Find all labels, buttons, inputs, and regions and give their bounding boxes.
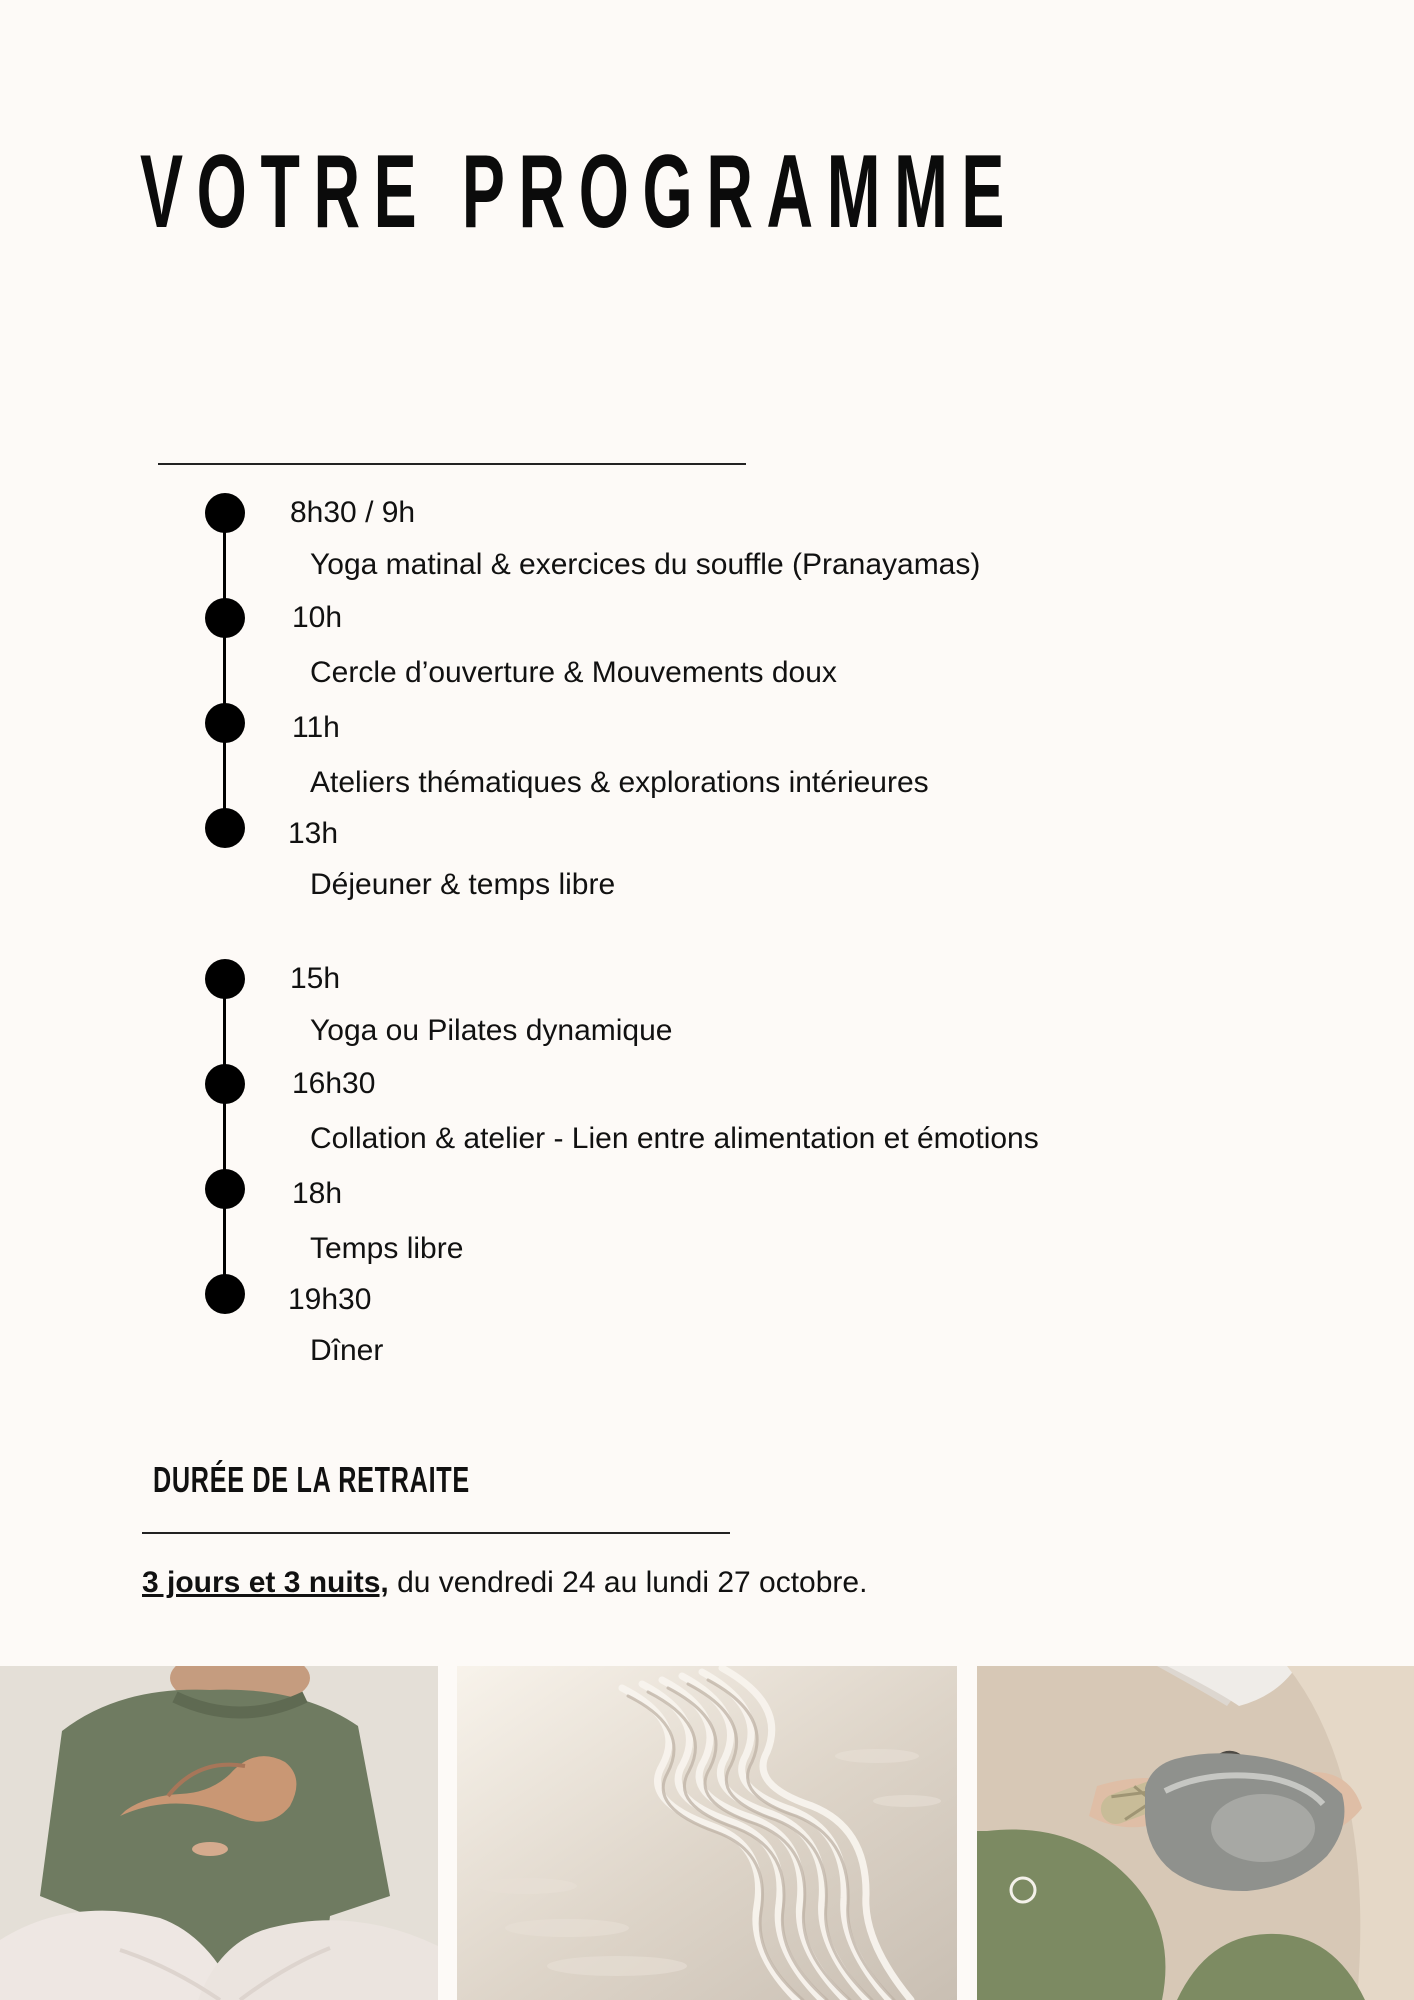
- timeline-dot: [205, 598, 245, 638]
- photo-yoga-hands: [0, 1666, 438, 2000]
- duration-text: [142, 1568, 867, 1598]
- activity-label: Temps libre: [310, 1232, 464, 1265]
- timeline-dot: [205, 808, 245, 848]
- activity-label: Yoga matinal & exercices du souffle (Pranayamas): [310, 548, 981, 581]
- activity-label: Cercle d’ouverture & Mouvements doux: [310, 656, 837, 689]
- timeline-dot: [205, 1169, 245, 1209]
- time-label: 10h: [292, 601, 343, 634]
- activity-label: Ateliers thématiques & explorations intérieures: [310, 766, 929, 799]
- top-divider: [158, 463, 746, 465]
- activity-label: Dîner: [310, 1334, 384, 1367]
- activity-label: Yoga ou Pilates dynamique: [310, 1014, 673, 1047]
- timeline-dot: [205, 703, 245, 743]
- timeline-dot: [205, 1064, 245, 1104]
- duration-dates: du vendredi 24 au lundi 27 octobre.: [388, 1566, 868, 1599]
- time-label: 13h: [288, 817, 339, 850]
- timeline-line-morning: [223, 512, 226, 828]
- timeline-dot: [205, 493, 245, 533]
- duration-divider: [142, 1532, 730, 1534]
- duration-emphasis: 3 jours et 3 nuits,: [142, 1566, 389, 1599]
- page-title: VOTRE PROGRAMME: [140, 134, 1019, 250]
- duration-heading: DURÉE DE LA RETRAITE: [153, 1459, 470, 1500]
- photo-sand-waves: [457, 1666, 957, 2000]
- time-label: 18h: [292, 1177, 343, 1210]
- time-label: 16h30: [292, 1067, 376, 1100]
- timeline-dot: [205, 1274, 245, 1314]
- time-label: 15h: [290, 962, 341, 995]
- time-label: 19h30: [288, 1283, 372, 1316]
- timeline-line-afternoon: [223, 978, 226, 1294]
- timeline-dot: [205, 959, 245, 999]
- time-label: 8h30 / 9h: [290, 496, 416, 529]
- activity-label: Déjeuner & temps libre: [310, 868, 616, 901]
- photo-sage-bowl: [977, 1666, 1414, 2000]
- time-label: 11h: [292, 711, 340, 744]
- activity-label: Collation & atelier - Lien entre alimentation et émotions: [310, 1122, 1039, 1155]
